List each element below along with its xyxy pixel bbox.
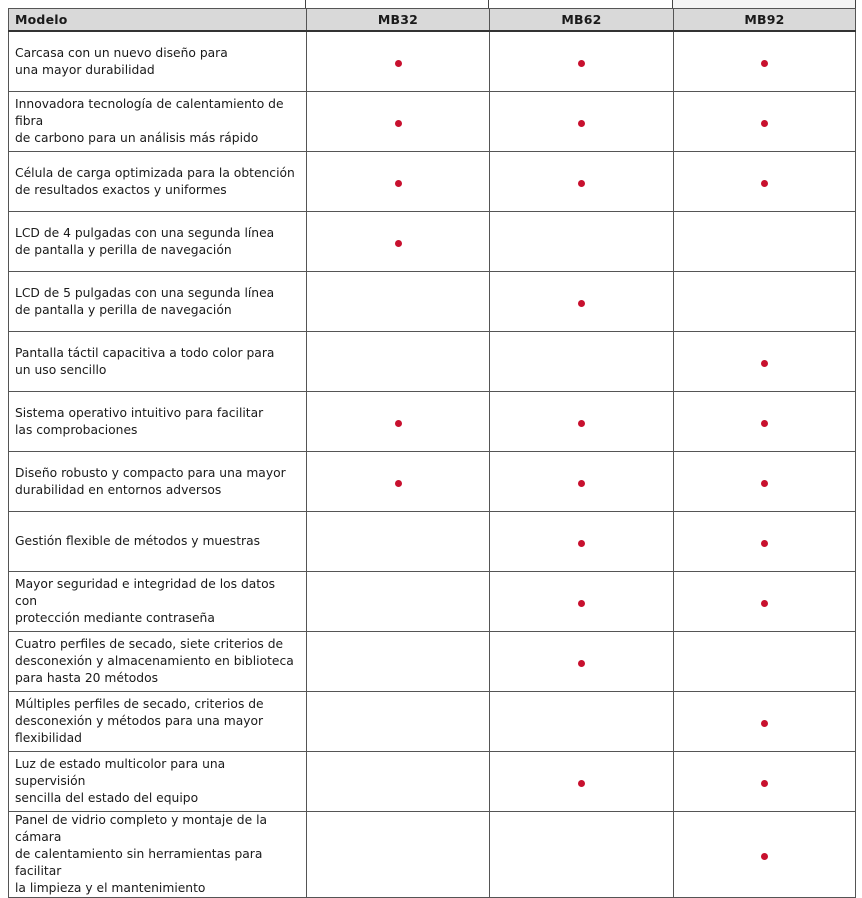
- available-dot-icon: [761, 780, 768, 787]
- available-dot-icon: [578, 300, 585, 307]
- feature-cell: [9, 332, 307, 392]
- availability-cell-mb92: [674, 752, 856, 812]
- column-header-mb32: MB32: [307, 9, 490, 32]
- model-header: Modelo: [9, 9, 307, 32]
- availability-cell-mb32: [307, 632, 490, 692]
- feature-cell: [9, 692, 307, 752]
- available-dot-icon: [395, 120, 402, 127]
- table-row: [9, 152, 856, 212]
- table-row: [9, 812, 856, 898]
- available-dot-icon: [761, 420, 768, 427]
- availability-cell-mb32: [307, 31, 490, 92]
- feature-text-line: LCD de 5 pulgadas con una segunda línea: [15, 285, 275, 300]
- available-dot-icon: [395, 60, 402, 67]
- table-top-border-stub: [488, 0, 489, 8]
- available-dot-icon: [578, 180, 585, 187]
- available-dot-icon: [761, 540, 768, 547]
- feature-text-line: Múltiples perfiles de secado, criterios de: [15, 697, 264, 711]
- feature-text-line: Cuatro perfiles de secado, siete criterios de: [15, 637, 284, 651]
- available-dot-icon: [395, 180, 402, 187]
- column-header-mb62: MB62: [490, 9, 674, 32]
- feature-cell: [9, 392, 307, 452]
- feature-text-line: Diseño robusto y compacto para una mayor: [15, 465, 286, 480]
- available-dot-icon: [761, 60, 768, 67]
- availability-cell-mb62: [490, 452, 674, 512]
- availability-cell-mb62: [490, 92, 674, 152]
- availability-cell-mb62: [490, 632, 674, 692]
- availability-cell-mb92: [674, 632, 856, 692]
- feature-cell: [9, 31, 307, 92]
- feature-cell: [9, 512, 307, 572]
- availability-cell-mb92: [674, 812, 856, 898]
- table-row: [9, 392, 856, 452]
- availability-cell-mb92: [674, 272, 856, 332]
- available-dot-icon: [395, 420, 402, 427]
- available-dot-icon: [761, 720, 768, 727]
- feature-text-line: Panel de vidrio completo y montaje de la cámara: [15, 813, 268, 844]
- table-row: [9, 572, 856, 632]
- availability-cell-mb62: [490, 392, 674, 452]
- feature-text-line: protección mediante contraseña: [15, 611, 215, 625]
- availability-cell-mb32: [307, 332, 490, 392]
- available-dot-icon: [578, 60, 585, 67]
- availability-cell-mb62: [490, 31, 674, 92]
- availability-cell-mb32: [307, 572, 490, 632]
- available-dot-icon: [395, 240, 402, 247]
- available-dot-icon: [395, 480, 402, 487]
- feature-text-line: de calentamiento sin herramientas para facilitar: [15, 847, 263, 878]
- feature-text-line: Célula de carga optimizada para la obtención: [15, 165, 295, 180]
- available-dot-icon: [761, 600, 768, 607]
- feature-text-line: flexibilidad: [15, 731, 82, 745]
- feature-cell: [9, 152, 307, 212]
- feature-cell: [9, 572, 307, 632]
- table-row: [9, 752, 856, 812]
- availability-cell-mb92: [674, 572, 856, 632]
- available-dot-icon: [761, 480, 768, 487]
- availability-cell-mb32: [307, 752, 490, 812]
- availability-cell-mb92: [674, 392, 856, 452]
- availability-cell-mb32: [307, 812, 490, 898]
- available-dot-icon: [578, 540, 585, 547]
- availability-cell-mb62: [490, 752, 674, 812]
- availability-cell-mb32: [307, 392, 490, 452]
- feature-text-line: de pantalla y perilla de navegación: [15, 242, 232, 257]
- availability-cell-mb62: [490, 152, 674, 212]
- available-dot-icon: [578, 780, 585, 787]
- availability-cell-mb92: [674, 692, 856, 752]
- feature-text-line: una mayor durabilidad: [15, 62, 155, 77]
- availability-cell-mb62: [490, 212, 674, 272]
- feature-text-line: de pantalla y perilla de navegación: [15, 302, 232, 317]
- table-row: [9, 452, 856, 512]
- availability-cell-mb62: [490, 572, 674, 632]
- feature-cell: [9, 452, 307, 512]
- feature-text-line: Pantalla táctil capacitiva a todo color para: [15, 345, 275, 360]
- table-body: [9, 31, 856, 898]
- table-row: [9, 332, 856, 392]
- feature-text-line: de resultados exactos y uniformes: [15, 182, 227, 197]
- feature-cell: [9, 92, 307, 152]
- availability-cell-mb32: [307, 452, 490, 512]
- feature-text-line: sencilla del estado del equipo: [15, 791, 199, 805]
- availability-cell-mb32: [307, 692, 490, 752]
- comparison-table: [8, 8, 856, 898]
- feature-text-line: Carcasa con un nuevo diseño para: [15, 45, 228, 60]
- availability-cell-mb32: [307, 272, 490, 332]
- available-dot-icon: [578, 420, 585, 427]
- feature-text-line: desconexión y métodos para una mayor: [15, 714, 264, 728]
- availability-cell-mb32: [307, 152, 490, 212]
- available-dot-icon: [761, 180, 768, 187]
- column-header-mb92: MB92: [674, 9, 856, 32]
- availability-cell-mb92: [674, 92, 856, 152]
- availability-cell-mb62: [490, 692, 674, 752]
- available-dot-icon: [578, 600, 585, 607]
- feature-text-line: Mayor seguridad e integridad de los datos con: [15, 577, 276, 608]
- feature-text-line: un uso sencillo: [15, 362, 107, 377]
- availability-cell-mb92: [674, 31, 856, 92]
- availability-cell-mb62: [490, 512, 674, 572]
- table-top-border-stub: [672, 0, 856, 8]
- table-header-row: [9, 9, 856, 32]
- table-row: [9, 692, 856, 752]
- availability-cell-mb92: [674, 152, 856, 212]
- feature-text-line: de carbono para un análisis más rápido: [15, 131, 259, 145]
- feature-cell: [9, 752, 307, 812]
- availability-cell-mb92: [674, 512, 856, 572]
- feature-cell: [9, 272, 307, 332]
- feature-text-line: Innovadora tecnología de calentamiento de fibra: [15, 97, 284, 128]
- availability-cell-mb92: [674, 332, 856, 392]
- available-dot-icon: [761, 120, 768, 127]
- feature-text-line: para hasta 20 métodos: [15, 671, 159, 685]
- feature-text-line: las comprobaciones: [15, 422, 138, 437]
- available-dot-icon: [578, 480, 585, 487]
- feature-text-line: LCD de 4 pulgadas con una segunda línea: [15, 225, 275, 240]
- table-row: [9, 512, 856, 572]
- feature-text-line: desconexión y almacenamiento en biblioteca: [15, 654, 294, 668]
- feature-text-line: Gestión flexible de métodos y muestras: [15, 534, 261, 548]
- availability-cell-mb32: [307, 212, 490, 272]
- available-dot-icon: [578, 120, 585, 127]
- feature-text-line: la limpieza y el mantenimiento: [15, 881, 206, 895]
- availability-cell-mb92: [674, 452, 856, 512]
- table-row: [9, 92, 856, 152]
- table-row: [9, 31, 856, 92]
- feature-cell: [9, 632, 307, 692]
- availability-cell-mb62: [490, 272, 674, 332]
- availability-cell-mb62: [490, 332, 674, 392]
- available-dot-icon: [578, 660, 585, 667]
- availability-cell-mb32: [307, 512, 490, 572]
- available-dot-icon: [761, 360, 768, 367]
- table-top-border-stub: [305, 0, 306, 8]
- feature-text-line: durabilidad en entornos adversos: [15, 482, 222, 497]
- feature-text-line: Luz de estado multicolor para una supervisión: [15, 757, 226, 788]
- available-dot-icon: [761, 853, 768, 860]
- availability-cell-mb32: [307, 92, 490, 152]
- availability-cell-mb92: [674, 212, 856, 272]
- table-row: [9, 632, 856, 692]
- feature-cell: [9, 212, 307, 272]
- availability-cell-mb62: [490, 812, 674, 898]
- table-row: [9, 272, 856, 332]
- table-row: [9, 212, 856, 272]
- feature-text-line: Sistema operativo intuitivo para facilitar: [15, 405, 264, 420]
- feature-cell: [9, 812, 307, 898]
